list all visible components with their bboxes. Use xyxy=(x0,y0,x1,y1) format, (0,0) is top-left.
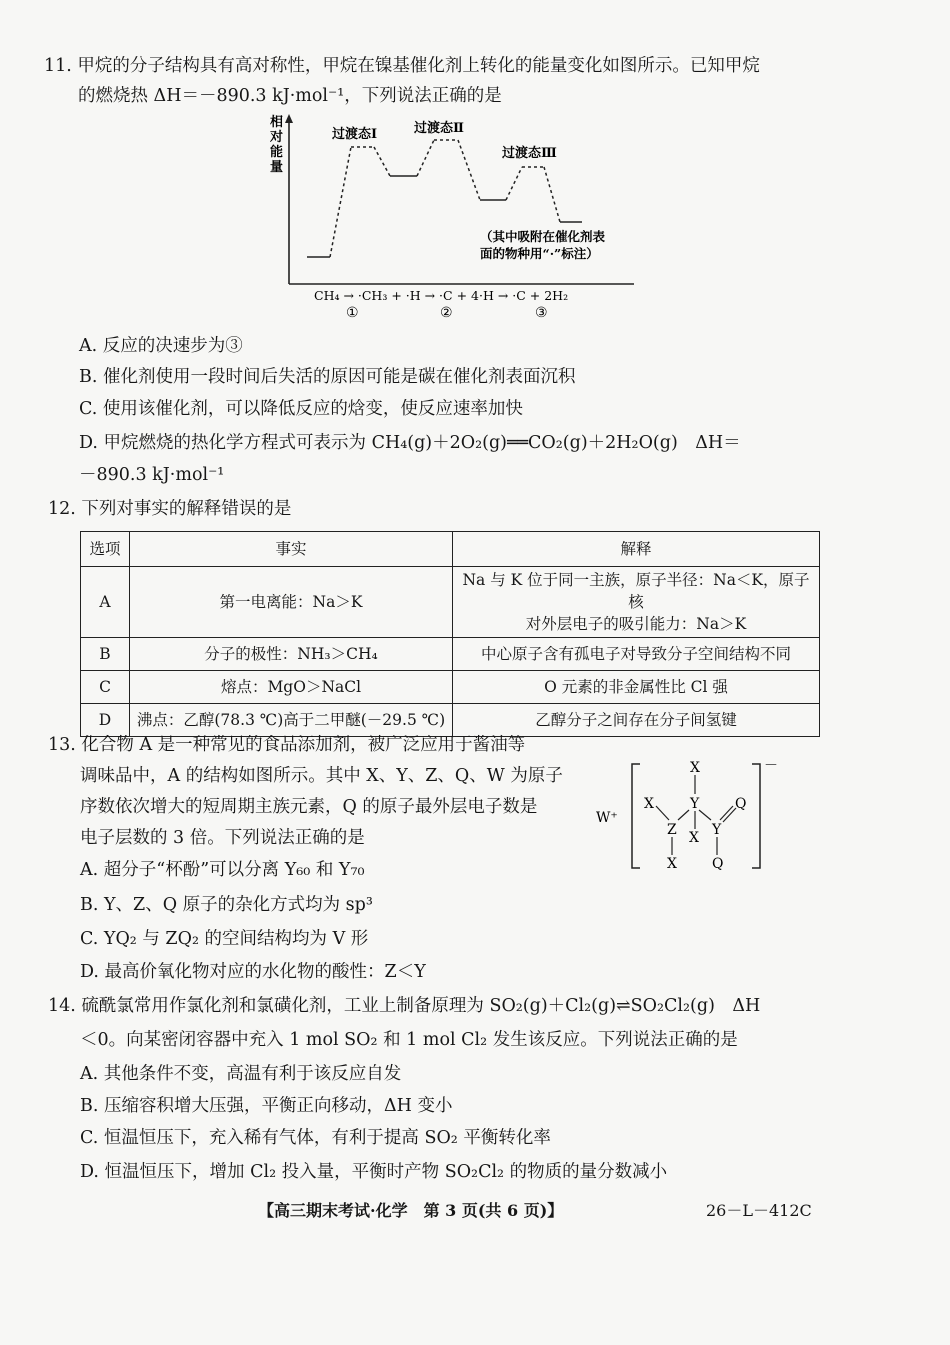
header-fact: 事实 xyxy=(130,532,453,567)
q11-stem-line2: 的燃烧热 ΔH＝－890.3 kJ·mol⁻¹，下列说法正确的是 xyxy=(78,86,502,106)
row-a-explanation-line1: Na 与 K 位于同一主族，原子半径：Na＜K，原子核 xyxy=(462,571,810,611)
note-line1: （其中吸附在催化剂表 xyxy=(480,229,606,244)
q11-option-c: C. 使用该催化剂，可以降低反应的焓变，使反应速率加快 xyxy=(79,399,523,419)
right-bracket xyxy=(752,764,760,868)
y-axis-label-1: 相 xyxy=(270,115,284,130)
q11-option-d-line1: D. 甲烷燃烧的热化学方程式可表示为 CH₄(g)＋2O₂(g)══CO₂(g)＋2H₂O(g) ΔH＝ xyxy=(79,433,741,453)
left-bracket xyxy=(632,764,640,868)
y-axis-label-3: 能 xyxy=(270,145,284,160)
atom-q-bottom: Q xyxy=(712,856,724,872)
q11-option-d-line2: －890.3 kJ·mol⁻¹ xyxy=(79,465,225,485)
q11-stem-line1: 11. 甲烷的分子结构具有高对称性，甲烷在镍基催化剂上转化的能量变化如图所示。已知甲烷 xyxy=(44,56,760,76)
path-up-3 xyxy=(506,167,522,200)
row-d-option: D xyxy=(81,704,130,737)
ts1-label: 过渡态Ⅰ xyxy=(332,127,378,142)
row-a-explanation-line2: 对外层电子的吸引能力：Na＞K xyxy=(525,615,747,633)
row-a-fact: 第一电离能：Na＞K xyxy=(130,567,453,638)
y-axis-label-4: 量 xyxy=(270,160,284,175)
q13-stem-line3: 序数依次增大的短周期主族元素，Q 的原子最外层电子数是 xyxy=(80,797,538,817)
row-b-option: B xyxy=(81,638,130,671)
q13-stem-line1: 13. 化合物 A 是一种常见的食品添加剂，被广泛应用于酱油等 xyxy=(48,735,526,755)
reaction-path: CH₄ → ·CH₃ + ·H → ·C + 4·H → ·C + 2H₂ xyxy=(314,288,569,303)
q13-option-b: B. Y、Z、Q 原子的杂化方式均为 sp³ xyxy=(80,895,373,915)
atom-x-middle: X xyxy=(689,830,699,846)
q13-stem-line2: 调味品中，A 的结构如图所示。其中 X、Y、Z、Q、W 为原子 xyxy=(80,766,563,786)
energy-diagram xyxy=(262,112,662,322)
table-row xyxy=(81,638,820,671)
bond-y-yright xyxy=(699,810,711,820)
q13-stem-line4: 电子层数的 3 倍。下列说法正确的是 xyxy=(80,828,365,848)
path-down-3 xyxy=(544,167,560,222)
header-option: 选项 xyxy=(81,532,130,567)
table-row xyxy=(81,567,820,638)
facts-table xyxy=(80,531,820,737)
row-b-explanation: 中心原子含有孤电子对导致分子空间结构不同 xyxy=(453,638,820,671)
row-c-explanation: O 元素的非金属性比 Cl 强 xyxy=(453,671,820,704)
table-row xyxy=(81,704,820,737)
atom-y-right: Y xyxy=(712,822,722,838)
step-1-marker: ① xyxy=(346,305,359,321)
q13-option-a: A. 超分子“杯酚”可以分离 Y₆₀ 和 Y₇₀ xyxy=(80,860,365,880)
q12-stem: 12. 下列对事实的解释错误的是 xyxy=(48,499,292,519)
path-up-1 xyxy=(330,147,351,257)
row-c-option: C xyxy=(81,671,130,704)
row-a-explanation xyxy=(453,567,820,638)
atom-x-left: X xyxy=(644,796,654,812)
table-row xyxy=(81,671,820,704)
step-3-marker: ③ xyxy=(535,305,548,321)
structure-diagram xyxy=(592,756,792,881)
header-explanation: 解释 xyxy=(453,532,820,567)
path-down-2 xyxy=(458,140,480,200)
q14-stem-line1: 14. 硫酰氯常用作氯化剂和氯磺化剂，工业上制备原理为 SO₂(g)＋Cl₂(g)⇌SO₂Cl₂(g) ΔH xyxy=(48,996,761,1016)
path-down-1 xyxy=(374,147,390,176)
page-footer-title: 【高三期末考试·化学 第 3 页(共 6 页)】 xyxy=(258,1201,564,1220)
bond-y-z xyxy=(678,810,689,820)
row-d-explanation: 乙醇分子之间存在分子间氢键 xyxy=(453,704,820,737)
q14-option-a: A. 其他条件不变，高温有利于该反应自发 xyxy=(80,1064,402,1084)
atom-q-right: Q xyxy=(735,796,747,812)
cation-w: W⁺ xyxy=(596,810,618,826)
step-2-marker: ② xyxy=(440,305,453,321)
atom-x-top: X xyxy=(690,760,700,776)
q13-option-d: D. 最高价氧化物对应的水化物的酸性：Z＜Y xyxy=(80,962,426,982)
ts3-label: 过渡态Ⅲ xyxy=(502,146,557,161)
atom-z: Z xyxy=(667,822,677,838)
bond-xleft-z xyxy=(656,806,669,820)
anion-charge: － xyxy=(764,758,778,774)
q13-option-c: C. YQ₂ 与 ZQ₂ 的空间结构均为 V 形 xyxy=(80,929,369,949)
q14-option-c: C. 恒温恒压下，充入稀有气体，有利于提高 SO₂ 平衡转化率 xyxy=(80,1128,551,1148)
y-axis-label-2: 对 xyxy=(270,130,284,145)
row-d-fact: 沸点：乙醇(78.3 ℃)高于二甲醚(－29.5 ℃) xyxy=(130,704,453,737)
q14-option-b: B. 压缩容积增大压强，平衡正向移动，ΔH 变小 xyxy=(80,1096,453,1116)
q14-option-d: D. 恒温恒压下，增加 Cl₂ 投入量，平衡时产物 SO₂Cl₂ 的物质的量分数减小 xyxy=(80,1162,668,1182)
q11-option-a: A. 反应的决速步为③ xyxy=(79,336,243,356)
atom-x-bottom: X xyxy=(667,856,677,872)
q14-stem-line2: ＜0。向某密闭容器中充入 1 mol SO₂ 和 1 mol Cl₂ 发生该反应。下列说法正确的是 xyxy=(80,1030,738,1050)
row-c-fact: 熔点：MgO＞NaCl xyxy=(130,671,453,704)
path-up-2 xyxy=(417,140,434,176)
ts2-label: 过渡态Ⅱ xyxy=(414,121,464,136)
page-footer-code: 26－L－412C xyxy=(706,1201,812,1220)
q11-option-b: B. 催化剂使用一段时间后失活的原因可能是碳在催化剂表面沉积 xyxy=(79,367,576,387)
atom-y-center: Y xyxy=(690,796,700,812)
row-b-fact: 分子的极性：NH₃＞CH₄ xyxy=(130,638,453,671)
y-axis-arrow xyxy=(285,114,293,123)
table-header-row xyxy=(81,532,820,567)
note-line2: 面的物种用“·”标注） xyxy=(480,246,599,261)
row-a-option: A xyxy=(81,567,130,638)
